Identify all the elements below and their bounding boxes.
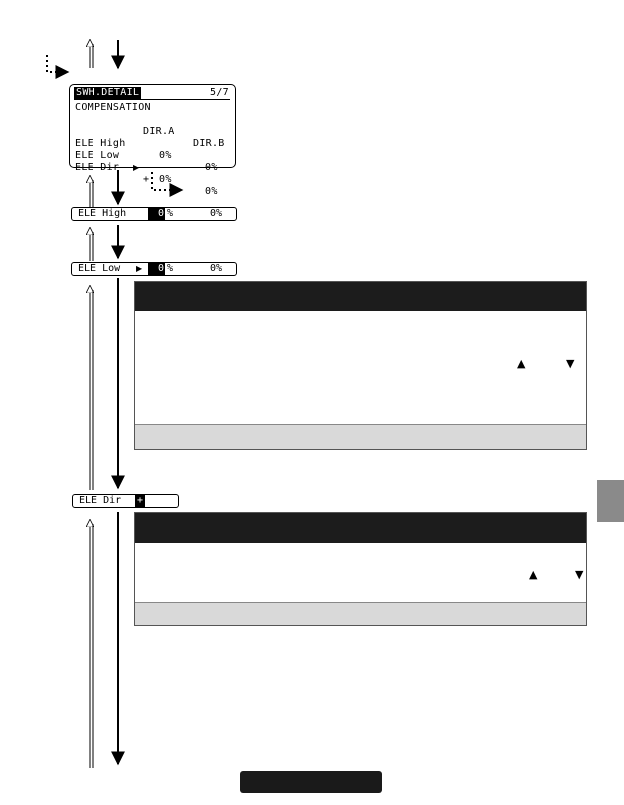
strip-value-b: 0% [210,208,223,219]
strip-label: ELE Low [78,263,121,274]
strip-ele-high [71,207,237,221]
cursor-marker-icon: ▶ [136,264,143,273]
strip-value-b: 0% [210,263,223,274]
row-value-b: 0% [205,186,218,197]
section-label: COMPENSATION [75,102,151,113]
row-value-a: 0% [159,150,172,161]
row-ele-dir [75,150,229,198]
col-b-header: DIR.B [193,138,225,149]
lcd-screen [69,84,236,197]
dotted-entry-arrow [47,55,68,72]
row-value-a: 0% [159,174,172,185]
unit-label: % [167,263,174,274]
strip-ele-low [71,262,237,276]
page-number-bar [240,771,382,793]
col-a-header: DIR.A [143,126,175,137]
screen-title: SWH.DETAIL [76,87,140,98]
strip-label: ELE High [78,208,127,219]
cursor-marker-icon: ▶ [133,163,140,172]
row-value-a: + [143,174,150,185]
strip-ele-dir [72,494,179,508]
strip-label: ELE Dir [79,495,122,506]
unit-label: % [167,208,174,219]
info-panel-low [134,281,587,450]
up-arrow-icon: ▲ [517,357,526,370]
row-label: ELE High [75,138,126,149]
value-cursor[interactable]: 0 [148,263,165,275]
panel-header [135,513,586,543]
info-panel-dir [134,512,587,626]
up-arrow-icon: ▲ [529,568,538,581]
row-value-b: 0% [205,162,218,173]
panel-header [135,282,586,311]
down-arrow-icon: ▼ [566,357,575,370]
down-arrow-icon: ▼ [575,568,584,581]
page-indicator: 5/7 [210,87,229,98]
panel-footer [135,602,586,625]
value-cursor[interactable]: + [137,495,144,506]
chapter-tab [597,480,624,522]
row-label: ELE Low [75,150,120,161]
value-cursor[interactable]: 0 [148,208,165,220]
panel-footer [135,424,586,449]
row-label: ELE Dir [75,162,120,173]
title-underline [74,99,230,100]
